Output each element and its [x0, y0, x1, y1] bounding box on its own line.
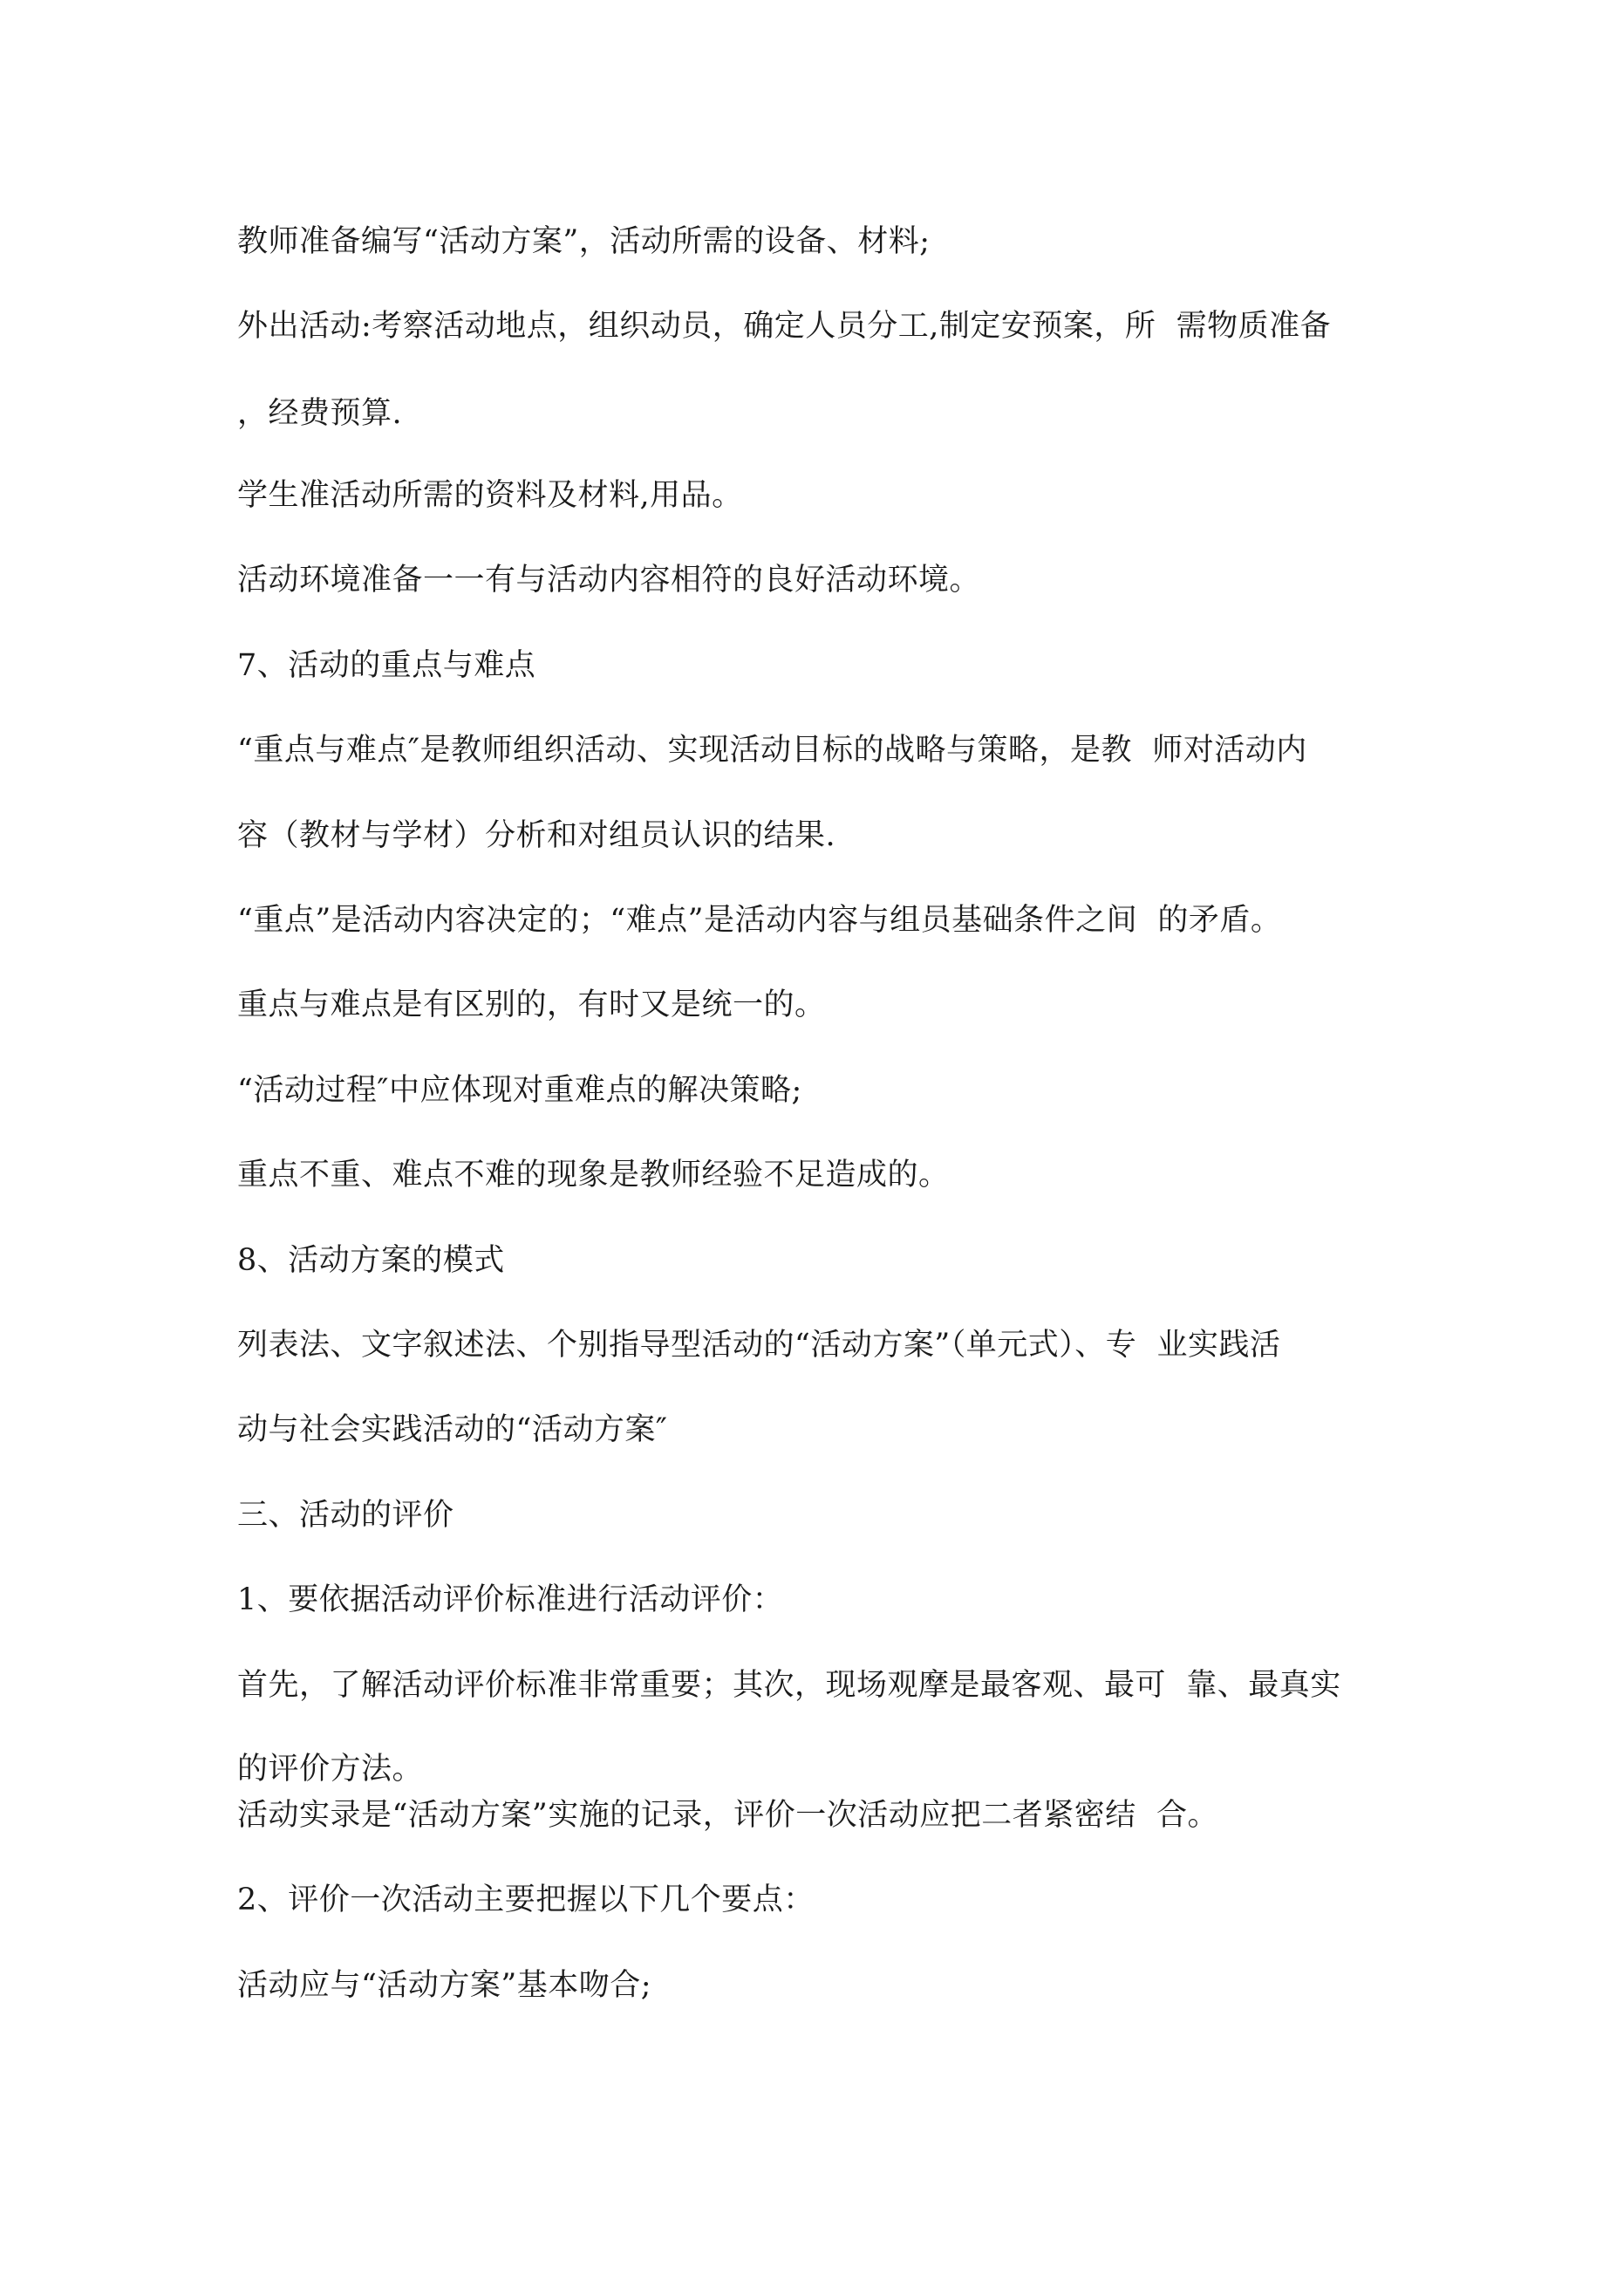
- text-line: “重点”是活动内容决定的；“难点”是活动内容与组员基础条件之间 的矛盾。: [237, 903, 1282, 938]
- text-line: 外出活动:考察活动地点，组织动员，确定人员分工,制定安预案，所 需物质准备: [237, 309, 1332, 344]
- section-heading: 8、活动方案的模式: [237, 1243, 505, 1278]
- section-heading: 三、活动的评价: [237, 1498, 454, 1533]
- text-line: ，经费预算.: [237, 396, 403, 431]
- text-line: 容（教材与学材）分析和对组员认识的结果.: [237, 818, 836, 853]
- text-line: 的评价方法。: [237, 1752, 424, 1787]
- text-line: 首先，了解活动评价标准非常重要；其次，现场观摩是最客观、最可 靠、最真实: [237, 1668, 1341, 1703]
- text-line: 教师准备编写“活动方案”，活动所需的设备、材料;: [237, 224, 931, 259]
- text-line: 活动实录是“活动方案”实施的记录，评价一次活动应把二者紧密结 合。: [237, 1798, 1219, 1833]
- text-line: “活动过程″中应体现对重难点的解决策略;: [237, 1073, 802, 1108]
- section-heading: 7、活动的重点与难点: [237, 648, 536, 683]
- text-line: 列表法、文字叙述法、个别指导型活动的“活动方案”（单元式）、专 业实践活: [237, 1328, 1281, 1363]
- text-line: 活动环境准备一一有与活动内容相符的良好活动环境。: [237, 563, 981, 598]
- text-line: 重点与难点是有区别的，有时又是统一的。: [237, 987, 826, 1022]
- text-line: 动与社会实践活动的“活动方案″: [237, 1412, 668, 1447]
- section-heading: 2、评价一次活动主要把握以下几个要点：: [237, 1883, 815, 1917]
- text-line: 活动应与“活动方案”基本吻合;: [237, 1968, 652, 2003]
- section-heading: 1、要依据活动评价标准进行活动评价：: [237, 1582, 784, 1617]
- text-line: 学生准活动所需的资料及材料,用品。: [237, 478, 743, 513]
- text-line: 重点不重、难点不难的现象是教师经验不足造成的。: [237, 1158, 950, 1192]
- text-line: “重点与难点″是教师组织活动、实现活动目标的战略与策略，是教 师对活动内: [237, 733, 1307, 768]
